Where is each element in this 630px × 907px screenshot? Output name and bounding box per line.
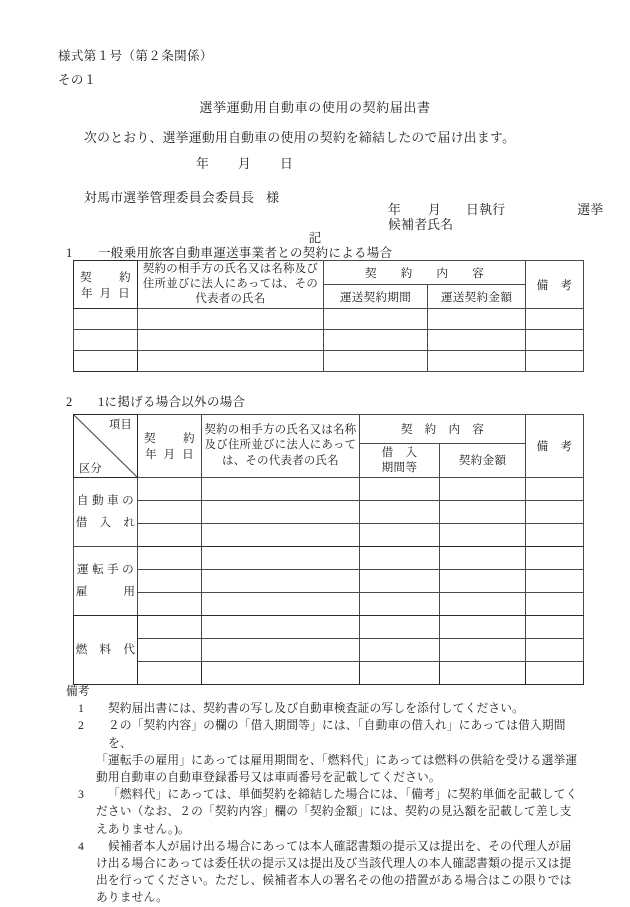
t2-cell-period[interactable]	[360, 478, 440, 501]
t2-contract-word-1: 契	[144, 432, 156, 445]
addressee-name: 対馬市選挙管理委員会委員長	[84, 191, 255, 205]
t2-cell-counterparty[interactable]	[202, 478, 360, 501]
t2-cell-date[interactable]	[138, 593, 202, 616]
t2-cell-date[interactable]	[138, 478, 202, 501]
t2-cell-period[interactable]	[360, 501, 440, 524]
table2-header-row-1	[74, 415, 584, 444]
t2-cell-remarks[interactable]	[526, 570, 584, 593]
t1-header-transport-amount: 運送契約金額	[428, 285, 526, 309]
table1-header-row-1	[74, 261, 584, 285]
t2-cell-date[interactable]	[138, 570, 202, 593]
t2-cell-period[interactable]	[360, 662, 440, 685]
t2-cell-date[interactable]	[138, 616, 202, 639]
t2-cell-remarks[interactable]	[526, 547, 584, 570]
t2-cell-period[interactable]	[360, 639, 440, 662]
t1-contract-word-2: 約	[119, 270, 131, 284]
section1-number: 1	[66, 246, 73, 260]
t1-header-contract-content: 契 約 内 容	[324, 261, 526, 285]
t2-borrow-period-line1: 借 入	[381, 445, 418, 459]
list-item	[66, 838, 586, 907]
form-number: 様式第１号（第２条関係）	[58, 49, 213, 63]
submission-date-line	[196, 153, 293, 172]
t2-group-label-vehicle-rental	[74, 478, 138, 547]
table-row[interactable]	[74, 570, 584, 593]
lead-sentence: 次のとおり、選挙運動用自動車の使用の契約を締結したので届け出ます。	[84, 131, 516, 145]
t2-cell-counterparty[interactable]	[202, 524, 360, 547]
t2-cell-period[interactable]	[360, 593, 440, 616]
t2-group3-line1: 燃 料 代	[75, 642, 136, 656]
addressee-honorific: 様	[266, 191, 280, 205]
t1-cell-remarks[interactable]	[526, 351, 584, 372]
t2-cell-date[interactable]	[138, 662, 202, 685]
section2-heading-text: 1に掲げる場合以外の場合	[98, 395, 246, 409]
t2-cell-date[interactable]	[138, 547, 202, 570]
t2-cell-amount[interactable]	[440, 616, 526, 639]
note-number: 3	[77, 788, 85, 802]
t2-header-contract-amount: 契約金額	[440, 443, 526, 477]
section1-heading-text: 一般乗用旅客自動車運送事業者との契約による場合	[98, 246, 393, 260]
t2-borrow-period-line2: 期間等	[381, 461, 418, 475]
t2-header-diagonal-split	[74, 415, 138, 478]
t2-cell-date[interactable]	[138, 524, 202, 547]
note-line: 候補者本人が届け出る場合にあっては本人確認書類の提示又は提出を、その代理人が届	[108, 839, 572, 853]
t2-cell-date[interactable]	[138, 501, 202, 524]
table-row[interactable]	[74, 662, 584, 685]
note-line: 契約届出書には、契約書の写し及び自動車検査証の写しを添付してください。	[108, 702, 525, 716]
t2-cell-period[interactable]	[360, 616, 440, 639]
note-line: ださい（なお、２の「契約内容」欄の「契約金額」には、契約の見込額を記載して差し支	[96, 805, 572, 819]
t2-group-label-driver-employment	[74, 547, 138, 616]
t2-group2-line1: 運 転 手 の	[76, 562, 135, 576]
note-line: ２の「契約内容」の欄の「借入期間等」には、「自動車の借入れ」にあっては借入期間を、	[108, 719, 566, 750]
note-line: えありません。)。	[96, 822, 191, 836]
t2-cell-amount[interactable]	[440, 501, 526, 524]
document-title: 選挙運動用自動車の使用の契約届出書	[199, 100, 431, 115]
t1-cell-amount[interactable]	[428, 330, 526, 351]
t2-cell-amount[interactable]	[440, 570, 526, 593]
note-body	[96, 786, 586, 838]
t2-cell-counterparty[interactable]	[202, 593, 360, 616]
section2-number: 2	[66, 395, 73, 409]
t2-cell-remarks[interactable]	[526, 593, 584, 616]
t2-cell-counterparty[interactable]	[202, 547, 360, 570]
t2-cell-amount[interactable]	[440, 547, 526, 570]
t1-cell-remarks[interactable]	[526, 330, 584, 351]
note-number: 2	[77, 719, 85, 733]
note-line: け出る場合にあっては委任状の提示又は提出及び当該代理人の本人確認書類の提示又は提	[96, 857, 572, 871]
exec-year-label: 年	[388, 203, 402, 217]
note-line: 「運転手の雇用」にあっては雇用期間を、「燃料代」にあっては燃料の供給を受ける選挙運	[96, 753, 578, 767]
list-item	[66, 717, 586, 786]
t2-cell-period[interactable]	[360, 570, 440, 593]
date-year-label: 年	[196, 157, 210, 171]
t2-header-contract-content: 契 約 内 容	[360, 415, 526, 444]
note-number: 4	[77, 839, 85, 853]
t2-cell-amount[interactable]	[440, 662, 526, 685]
list-item	[66, 786, 586, 838]
t1-cell-counterparty[interactable]	[138, 330, 324, 351]
table-row[interactable]	[74, 616, 584, 639]
note-line: 「燃料代」にあっては、単価契約を締結した場合には、「備考」に契約単価を記載してく	[108, 788, 578, 802]
t2-cell-period[interactable]	[360, 547, 440, 570]
t2-cell-amount[interactable]	[440, 593, 526, 616]
t2-cell-remarks[interactable]	[526, 524, 584, 547]
notes-title: 備考	[66, 685, 90, 698]
t2-group2-line2: 雇 用	[75, 585, 136, 598]
t2-header-borrow-period	[360, 443, 440, 477]
t2-date-month: 月	[163, 448, 176, 461]
t2-label-kubun: 区分	[79, 463, 102, 475]
note-line: 動用自動車の自動車登録番号又は車両番号を記載してください。	[96, 771, 441, 785]
candidate-name-label: 候補者氏名	[388, 218, 454, 232]
t1-cell-remarks[interactable]	[526, 309, 584, 330]
form-subnumber: その１	[58, 73, 97, 87]
notes-section	[66, 683, 586, 907]
t1-cell-period[interactable]	[324, 330, 428, 351]
table-row[interactable]	[74, 501, 584, 524]
section1-heading	[66, 243, 392, 261]
t2-cell-remarks[interactable]	[526, 501, 584, 524]
t2-header-contract-date	[138, 415, 202, 478]
t2-group-label-fuel-cost	[74, 616, 138, 685]
t1-cell-amount[interactable]	[428, 309, 526, 330]
t1-cell-counterparty[interactable]	[138, 351, 324, 372]
t2-cell-remarks[interactable]	[526, 639, 584, 662]
note-body	[96, 700, 586, 717]
t1-cell-date[interactable]	[74, 330, 138, 351]
t2-cell-counterparty[interactable]	[202, 570, 360, 593]
exec-month-label: 月	[428, 203, 442, 217]
t2-cell-remarks[interactable]	[526, 616, 584, 639]
table-row[interactable]	[74, 330, 584, 351]
t2-date-year: 年	[145, 448, 157, 461]
t1-date-month: 月	[99, 286, 112, 300]
t1-cell-date[interactable]	[74, 309, 138, 330]
contract-table-carrier	[73, 260, 584, 372]
table-row[interactable]	[74, 309, 584, 330]
t2-label-item: 項目	[109, 419, 132, 431]
t2-cell-counterparty[interactable]	[202, 501, 360, 524]
t2-group1-line1: 自 動 車 の	[76, 493, 135, 507]
table-row[interactable]	[74, 593, 584, 616]
t1-contract-word-1: 契	[80, 270, 92, 284]
t2-header-remarks: 備 考	[526, 415, 584, 478]
note-line: 出を行ってください。ただし、候補者本人の署名その他の措置がある場合はこの限りでは	[96, 874, 572, 888]
t2-cell-counterparty[interactable]	[202, 662, 360, 685]
t2-contract-word-2: 約	[183, 432, 195, 445]
note-body	[96, 717, 586, 786]
exec-election-label: 選挙	[577, 203, 604, 217]
contract-table-other	[73, 414, 584, 685]
t1-cell-period[interactable]	[324, 309, 428, 330]
t2-group1-line2: 借 入 れ	[75, 516, 136, 529]
table-row[interactable]	[74, 478, 584, 501]
t1-date-year: 年	[81, 286, 93, 300]
exec-day-label: 日執行	[466, 203, 506, 217]
t2-header-counterparty: 契約の相手方の氏名又は名称及び住所並びに法人にあっては、その代表者の氏名	[202, 415, 360, 478]
t2-cell-amount[interactable]	[440, 524, 526, 547]
t2-cell-remarks[interactable]	[526, 662, 584, 685]
list-item	[66, 700, 586, 717]
table-row[interactable]	[74, 351, 584, 372]
t1-header-transport-period: 運送契約期間	[324, 285, 428, 309]
t2-cell-remarks[interactable]	[526, 478, 584, 501]
ki-mark: 記	[308, 231, 322, 245]
table-row[interactable]	[74, 524, 584, 547]
t1-cell-date[interactable]	[74, 351, 138, 372]
t1-date-day: 日	[118, 286, 130, 300]
t2-cell-counterparty[interactable]	[202, 616, 360, 639]
addressee-line	[84, 187, 279, 206]
t1-cell-amount[interactable]	[428, 351, 526, 372]
date-day-label: 日	[280, 157, 294, 171]
note-number: 1	[77, 702, 85, 716]
t2-date-day: 日	[182, 448, 194, 461]
table-row[interactable]	[74, 639, 584, 662]
note-line: ありません。	[96, 891, 169, 905]
t2-cell-period[interactable]	[360, 524, 440, 547]
t2-cell-amount[interactable]	[440, 639, 526, 662]
t1-header-counterparty: 契約の相手方の氏名又は名称及び住所並びに法人にあっては、その代表者の氏名	[138, 261, 324, 309]
t1-cell-period[interactable]	[324, 351, 428, 372]
note-body	[96, 838, 586, 907]
t2-cell-amount[interactable]	[440, 478, 526, 501]
table-row[interactable]	[74, 547, 584, 570]
t1-header-contract-date	[74, 261, 138, 309]
t2-cell-counterparty[interactable]	[202, 639, 360, 662]
section2-heading	[66, 392, 245, 410]
date-month-label: 月	[238, 157, 252, 171]
t1-header-remarks: 備 考	[526, 261, 584, 309]
t1-cell-counterparty[interactable]	[138, 309, 324, 330]
t2-cell-date[interactable]	[138, 639, 202, 662]
